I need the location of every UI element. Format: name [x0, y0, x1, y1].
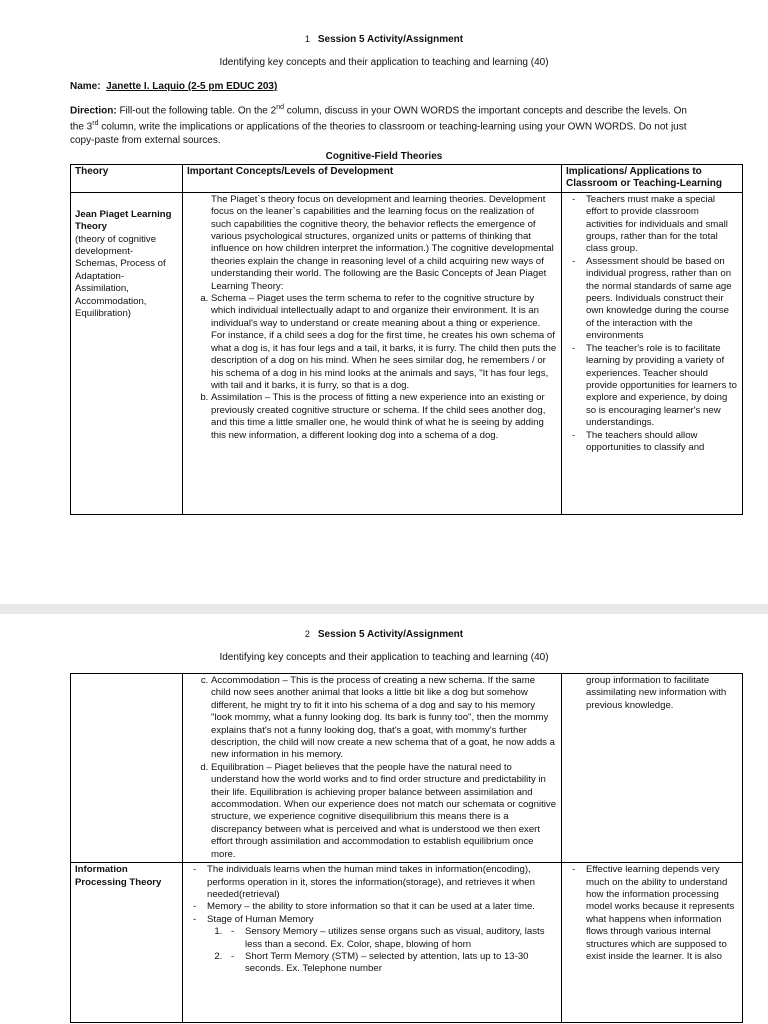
- list-item: a. Schema – Piaget uses the term schema to refer to the cognitive structure by which individual intellectually adapt to and organize their environment. It is an individual's way to understand or create meaning about a thing or experience. For instance, if a child sees a dog for the first time, he creates his own schema of what a dog is, it has four legs and a tail, it barks, it is furry. The child then puts the description of a dog on his mind. When he sees similar dog, he remembers / or his schema of a dog in his mind looks at the animals and says, "It has four legs, with tail and it barks, it is furry, so that is a dog.: [211, 293, 557, 392]
- theory-name: Jean Piaget Learning Theory: [75, 208, 172, 233]
- implications-cell: [562, 192, 743, 514]
- implications-list: [566, 194, 738, 455]
- page-number: 1: [304, 34, 310, 44]
- concepts-list: [187, 675, 557, 861]
- list-item: - 1. Sensory Memory – utilizes sense organs such as visual, auditory, lasts less than a second. Ex. Color, shape, blowing of horn: [225, 926, 557, 951]
- table-row: [71, 674, 743, 863]
- implications-cell: [562, 674, 743, 863]
- header-concepts: Important Concepts/Levels of Development: [183, 165, 562, 193]
- list-item: b. Assimilation – This is the process of fitting a new experience into an existing or previously created cognitive structure or schema. If the child sees another dog, and this time a little smaller one, he would think of what he is seeing by adding this new information, a different looking dog into a schema of a dog.: [211, 392, 557, 442]
- directions: Direction: Fill-out the following table. On the 2nd column, discuss in your OWN WORDS the important concepts and describe the levels. On the 3rd column, write the implications or applications of the theories to classroom or teaching-learning using your OWN WORDS. Do not just copy-paste from external sources.: [70, 104, 687, 146]
- student-name: Name: Janette I. Laquio (2-5 pm EDUC 203): [70, 81, 278, 92]
- concepts-cell: [183, 863, 562, 1023]
- theory-cell: [71, 674, 183, 863]
- table-header-row: [71, 165, 743, 193]
- list-item: c. Accommodation – This is the process of creating a new schema. If the same child now sees another animal that looks a little bit like a dog but somehow different, he might try to fit it into his schema of a dog and say to his memory "look mommy, what a funny looking dog. Its bark is funny too", then the mommy explains that's not a funny looking dog, that's a goat, with mommy's further description, the child will now create a new schema that of a goat, he now adds a new information in his memory.: [211, 675, 557, 762]
- list-item: - The teachers should allow opportunities to classify and: [566, 430, 738, 455]
- page-subtitle: Identifying key concepts and their application to teaching and learning (40): [219, 652, 549, 663]
- memory-stages-list: [207, 926, 557, 976]
- page-number: 2: [304, 629, 310, 639]
- theory-cell: [71, 863, 183, 1023]
- list-item: d. Equilibration – Piaget believes that the people have the natural need to understand how the world works and to find order structure and predictability in their life. Equilibration is achieving proper balance between assimilation and accommodation. When our experience does not match our schemata or cognitive structure, we experience cognitive disequilibrium this means there is a discrepancy between what is perceived and what is understood we then exert effort through assimilation and accommodation to establish equilibrium once more.: [211, 762, 557, 861]
- theory-subtitle: (theory of cognitive development- Schemas, Process of Adaptation- Assimilation, Accommodation, Equilibration): [75, 233, 166, 320]
- page-title: 2 Session 5 Activity/Assignment: [304, 629, 464, 640]
- header-implications: Implications/ Applications to Classroom or Teaching-Learning: [562, 165, 743, 193]
- theory-name: Information Processing Theory: [75, 864, 162, 888]
- concepts-cell: [183, 674, 562, 863]
- list-item: - 2. Short Term Memory (STM) – selected by attention, lats up to 13-30 seconds. Ex. Telephone number: [225, 951, 557, 976]
- list-item: - The teacher's role is to facilitate learning by providing a variety of experiences. Teacher should provide opportunities for learners to explore and experience, by doing so is encouraging learner's new understandings.: [566, 343, 738, 430]
- concepts-intro: The Piaget`s theory focus on development and learning theories. Development focus on the leaner`s capabilities and the learning focus on the realization of such capabilities the cognitive theory, the behavior reflects the emergence of various psychological structures, organized units or patterns of thinking that influence on how children interpret the information.) The cognitive developmental theories explain the change in reasoning level of a child acquiring new ways of understanding their world. The following are the Basic Concepts of Jean Piaget Learning Theory:: [211, 193, 554, 292]
- theories-table: [70, 164, 743, 515]
- theories-table-continued: [70, 673, 743, 1023]
- implications-cell: [562, 863, 743, 1023]
- table-row: [71, 863, 743, 1023]
- list-item: - Stage of Human Memory - 1. Sensory Memory – utilizes sense organs such as visual, auditory, lasts less than a second. Ex. Color, shape, blowing of horn - 2. Short Term Memory (STM) – selected by attention, lats up to 13-30 seconds. Ex. Telephone number: [187, 914, 557, 976]
- concepts-list: [187, 864, 557, 976]
- implication-continued: group information to facilitate assimilating new information with previous knowledge.: [586, 675, 727, 711]
- page-title: 1 Session 5 Activity/Assignment: [304, 34, 464, 45]
- list-item: - Memory – the ability to store information so that it can be used at a later time.: [187, 901, 557, 913]
- theory-cell: [71, 192, 183, 514]
- list-item: - Assessment should be based on individual progress, rather than on the normal standards of same age peers. Individuals construct their own knowledge during the course of the interaction with the environments: [566, 256, 738, 343]
- implications-list: [566, 864, 738, 963]
- table-title: Cognitive-Field Theories: [325, 151, 443, 162]
- concepts-list: [187, 293, 557, 442]
- concepts-cell: [183, 192, 562, 514]
- page-subtitle: Identifying key concepts and their application to teaching and learning (40): [219, 57, 549, 68]
- header-theory: Theory: [71, 165, 183, 193]
- list-item: - Teachers must make a special effort to provide classroom activities for individuals and small groups, rather than for the total class group.: [566, 194, 738, 256]
- list-item: - The individuals learns when the human mind takes in information(encoding), performs operation in it, stores the information(storage), and retrieves it when needed(retrieval): [187, 864, 557, 901]
- list-item: - Effective learning depends very much on the ability to understand how the information processing model works because it represents what happens when information flows through various internal structures which are supposed to exist inside the learner. It is also: [566, 864, 738, 963]
- table-row: [71, 192, 743, 514]
- document-page-2: [0, 614, 768, 1024]
